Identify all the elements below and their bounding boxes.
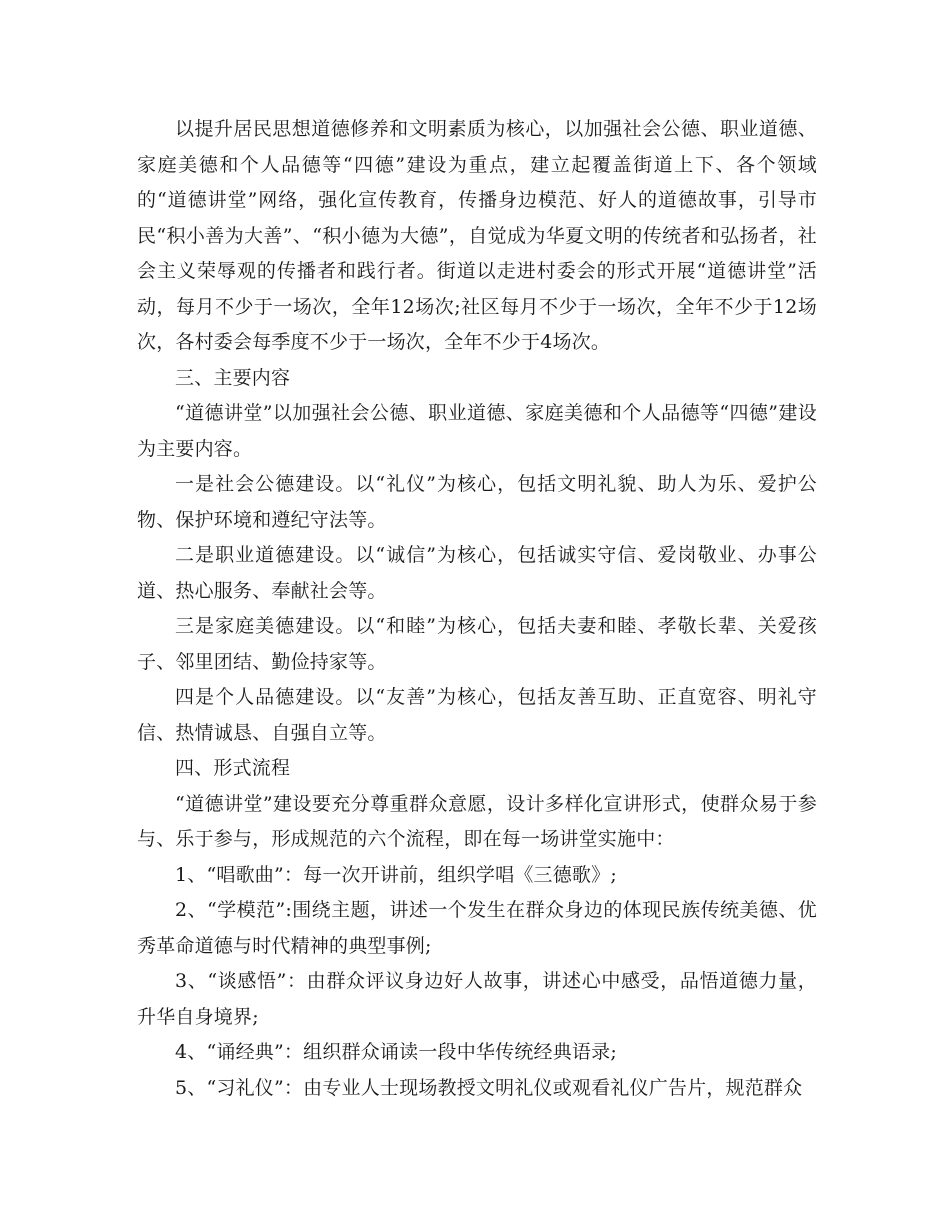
section-heading-format-process: 四、形式流程 xyxy=(175,757,291,779)
paragraph-professional-ethics: 二是职业道德建设。以“诚信”为核心，包括诚实守信、爱岗敬业、办事公道、热心服务、奉献社会等。 xyxy=(137,544,817,602)
list-item-sing-songs: 1、“唱歌曲”：每一次开讲前，组织学唱《三德歌》; xyxy=(175,863,617,886)
paragraph-personal-character: 四是个人品德建设。以“友善”为核心，包括友善互助、正直宽容、明礼守信、热情诚恳、自强自立等。 xyxy=(137,686,817,744)
section-heading-main-content: 三、主要内容 xyxy=(175,366,291,389)
paragraph-family-virtues: 三是家庭美德建设。以“和睦”为核心，包括夫妻和睦、孝敬长辈、关爱孩子、邻里团结、勤俭持家等。 xyxy=(137,615,817,673)
document-body xyxy=(137,112,817,1106)
paragraph-social-morality: 一是社会公德建设。以“礼仪”为核心，包括文明礼貌、助人为乐、爱护公物、保护环境和遵纪守法等。 xyxy=(137,473,817,531)
list-item-learn-models: 2、“学模范”:围绕主题，讲述一个发生在群众身边的体现民族传统美德、优秀革命道德与时代精神的典型事例; xyxy=(137,899,817,957)
paragraph-goal: 以提升居民思想道德修养和文明素质为核心，以加强社会公德、职业道德、家庭美德和个人品德等“四德”建设为重点，建立起覆盖街道上下、各个领域的“道德讲堂”网络，强化宣传教育，传播身边模范、好人的道德故事，引导市民“积小善为大善”、“积小德为大德”，自觉成为华夏文明的传统者和弘扬者，社会主义荣辱观的传播者和践行者。街道以走进村委会的形式开展“道德讲堂”活动，每月不少于一场次，全年12场次;社区每月不少于一场次，全年不少于12场次，各村委会每季度不少于一场次，全年不少于4场次。 xyxy=(137,118,817,353)
paragraph-main-content-intro: “道德讲堂”以加强社会公德、职业道德、家庭美德和个人品德等“四德”建设为主要内容。 xyxy=(137,402,817,460)
list-item-recite-classics: 4、“诵经典”：组织群众诵读一段中华传统经典语录; xyxy=(175,1041,617,1063)
paragraph-format-intro: “道德讲堂”建设要充分尊重群众意愿，设计多样化宣讲形式，使群众易于参与、乐于参与，形成规范的六个流程，即在每一场讲堂实施中： xyxy=(137,792,817,850)
list-item-share-insights: 3、“谈感悟”：由群众评议身边好人故事，讲述心中感受，品悟道德力量，升华自身境界; xyxy=(137,970,817,1028)
list-item-practice-etiquette: 5、“习礼仪”：由专业人士现场教授文明礼仪或观看礼仪广告片，规范群众 xyxy=(175,1076,803,1099)
